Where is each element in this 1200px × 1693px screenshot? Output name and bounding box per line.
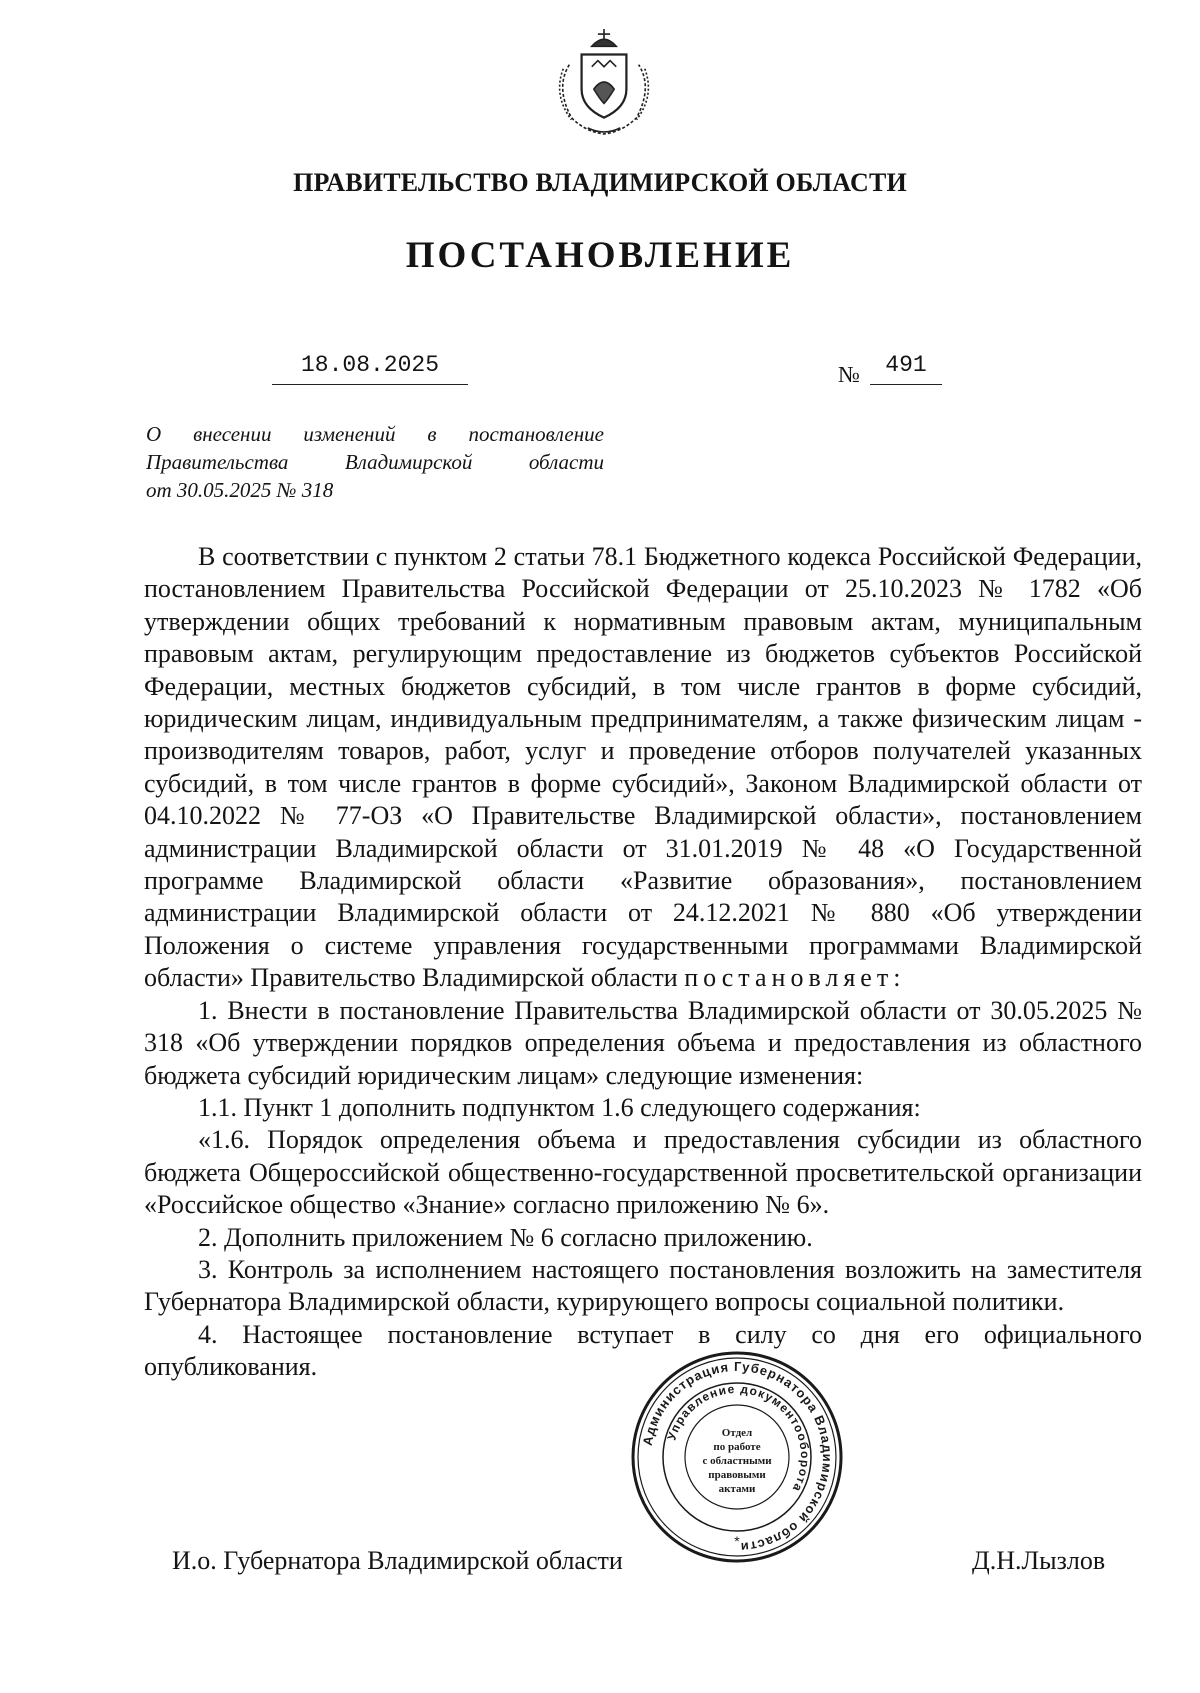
stamp-star: * — [734, 1533, 740, 1549]
stamp-center-line: Отдел — [721, 1427, 753, 1439]
organization-name: ПРАВИТЕЛЬСТВО ВЛАДИМИРСКОЙ ОБЛАСТИ — [293, 168, 907, 197]
document-number: 491 — [870, 352, 942, 385]
stamp-inner-ring-text: Управление документооборота — [664, 1381, 813, 1495]
subject-line: О внесении изменений в постановление — [146, 422, 604, 446]
stamp-ring-text: Администрация Губернатора Владимирской области — [639, 1358, 836, 1556]
preamble-text: В соответствии с пунктом 2 статьи 78.1 Бюджетного кодекса Российской Федерации, постановлением Правительства Российской Федерации от 25.10.2023 № 1782 «Об утверждении общих требований к нормативным правовым актам, муниципальным правовым актам, регулирующим предоставление из бюджетов субъектов Российской Федерации, местных бюджетов субсидий, в том числе грантов в форме субсидий, юридическим лицам, индивидуальным предпринимателям, а также физическим лицам - производителям товаров, работ, услуг и проведение отборов получателей указанных субсидий, в том числе грантов в форме субсидий», Законом Владимирской области от 04.10.2022 № 77-ОЗ «О Правительстве Владимирской области», постановлением администрации Владимирской области от 31.01.2019 № 48 «О Государственной программе Владимирской области «Развитие образования», постановлением администрации Владимирской области от 24.12.2021 № 880 «Об утверждении Положения о системе управления государственными программами Владимирской области» Правительство Владимирской области — [144, 542, 1142, 993]
stamp-center-line: по работе — [713, 1441, 761, 1453]
item-1-1-paragraph: 1.1. Пункт 1 дополнить подпунктом 1.6 следующего содержания: — [198, 1092, 921, 1122]
item-3-paragraph: 3. Контроль за исполнением настоящего постановления возложить на заместителя Губернатора Владимирской области, курирующего вопросы социальной политики. — [144, 1254, 1142, 1317]
item-1-6-paragraph: «1.6. Порядок определения объема и предоставления субсидии из областного бюджета Общероссийской общественно-государственной просветительской организации «Российское общество «Знание» согласно приложению № 6». — [144, 1125, 1142, 1220]
stamp-center-line: правовыми — [708, 1469, 766, 1481]
signatory-position: И.о. Губернатора Владимирской области — [172, 1546, 623, 1575]
item-4-paragraph: 4. Настоящее постановление вступает в силу со дня его официального опубликования. — [144, 1319, 1142, 1382]
signatory-name: Д.Н.Лызлов — [972, 1546, 1106, 1575]
document-date: 18.08.2025 — [272, 352, 468, 385]
subject-line: от 30.05.2025 № 318 — [146, 478, 334, 502]
official-stamp — [630, 1350, 844, 1564]
preamble-paragraph — [144, 541, 1142, 995]
resolves-word: постановляет: — [684, 963, 906, 993]
document-body — [144, 541, 1142, 1384]
subject-line: Правительства Владимирской области — [146, 450, 604, 474]
stamp-center-line: с областными — [702, 1455, 772, 1467]
item-2-paragraph: 2. Дополнить приложением № 6 согласно приложению. — [198, 1222, 813, 1252]
coat-of-arms-icon — [553, 28, 655, 136]
document-subject — [146, 420, 604, 504]
stamp-center-line: актами — [718, 1483, 756, 1495]
document-type-title: ПОСТАНОВЛЕНИЕ — [405, 235, 795, 276]
number-sign: № — [838, 362, 860, 387]
item-1-paragraph: 1. Внести в постановление Правительства Владимирской области от 30.05.2025 № 318 «Об утверждении порядков определения объема и предоставления из областного бюджета субсидий юридическим лицам» следующие изменения: — [144, 995, 1142, 1090]
